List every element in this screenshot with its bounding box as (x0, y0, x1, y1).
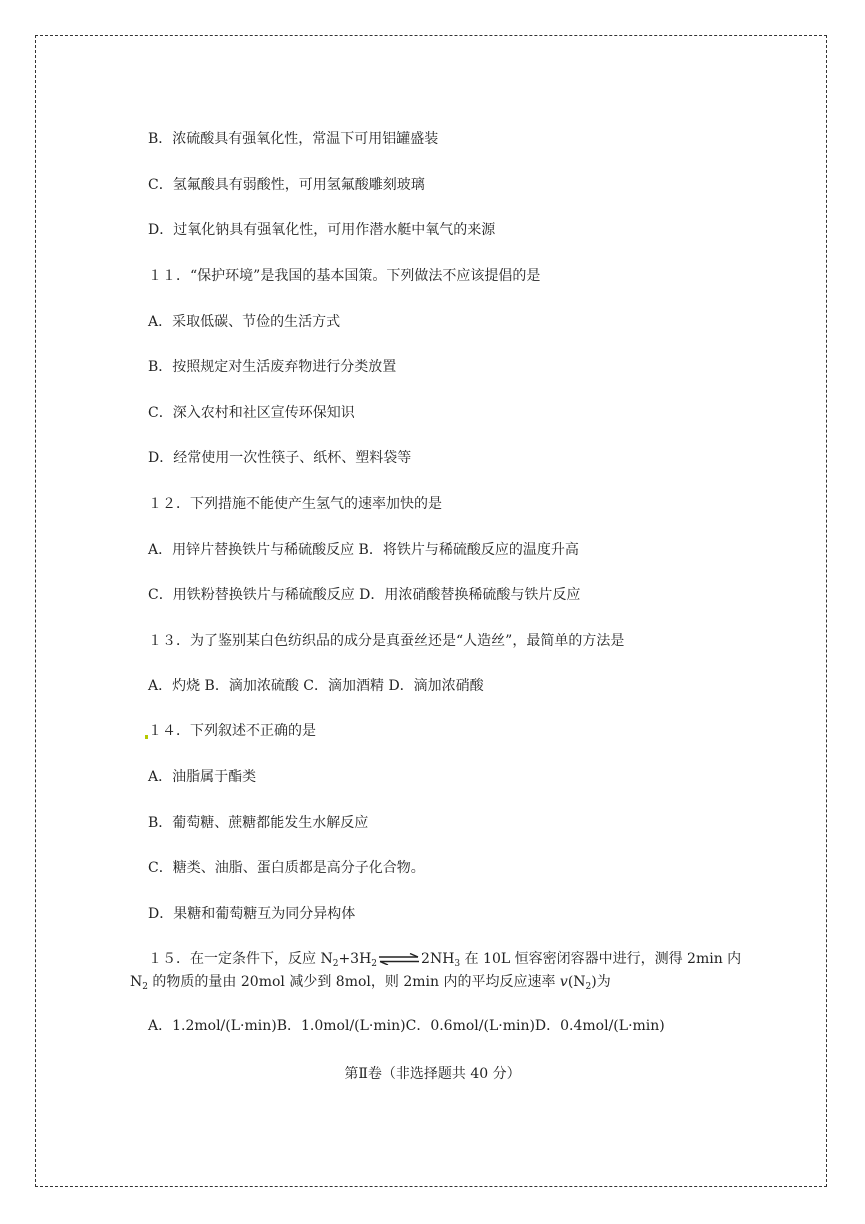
options-13: A．灼烧 B．滴加浓硫酸 C．滴加酒精 D．滴加浓硝酸 (148, 678, 484, 694)
option-11c: C．深入农村和社区宣传环保知识 (148, 405, 355, 421)
options-12ab: A．用锌片替换铁片与稀硫酸反应 B．将铁片与稀硫酸反应的温度升高 (148, 542, 579, 558)
question-11: １１．“保护环境”是我国的基本国策。下列做法不应该提倡的是 (148, 268, 541, 284)
option-10d: D．过氧化钠具有强氧化性，可用作潜水艇中氧气的来源 (148, 222, 496, 238)
section-title: 第Ⅱ卷（非选择题共 40 分） (344, 1066, 521, 1082)
option-10c: C．氢氟酸具有弱酸性，可用氢氟酸雕刻玻璃 (148, 177, 425, 193)
option-14b: B．葡萄糖、蔗糖都能发生水解反应 (148, 815, 369, 831)
question-14 (145, 722, 316, 740)
equilibrium-arrow-icon (378, 953, 420, 965)
question-12: １２．下列措施不能使产生氢气的速率加快的是 (148, 496, 442, 512)
option-14a: A．油脂属于酯类 (148, 769, 257, 785)
stray-mark (145, 735, 148, 739)
option-14c: C．糖类、油脂、蛋白质都是高分子化合物。 (148, 860, 425, 876)
option-11a: A．采取低碳、节俭的生活方式 (148, 314, 341, 330)
question-15-line1: １５．在一定条件下，反应 $N_2+3H_2$ $2NH_3$ 在 10L 恒容密闭容器中进行，测得 2min 内 (148, 951, 742, 969)
page-border (35, 35, 827, 1187)
options-15: A．1.2mol/(L·min)B．1.0mol/(L·min)C．0.6mol/(L·min)D．0.4mol/(L·min) (148, 1018, 665, 1034)
options-12cd: C．用铁粉替换铁片与稀硫酸反应 D．用浓硝酸替换稀硫酸与铁片反应 (148, 587, 581, 603)
option-10b: B．浓硫酸具有强氧化性，常温下可用铝罐盛装 (148, 131, 439, 147)
question-14-text: １４．下列叙述不正确的是 (148, 723, 316, 739)
option-14d: D．果糖和葡萄糖互为同分异构体 (148, 906, 356, 922)
question-13: １３．为了鉴别某白色纺织品的成分是真蚕丝还是“人造丝”，最简单的方法是 (148, 633, 625, 649)
option-11b: B．按照规定对生活废弃物进行分类放置 (148, 359, 397, 375)
question-15-line2: $N_2$ 的物质的量由 20mol 减少到 8mol，则 2min 内的平均反应速率 $v(N_2)$为 (130, 974, 611, 992)
option-11d: D．经常使用一次性筷子、纸杯、塑料袋等 (148, 450, 412, 466)
